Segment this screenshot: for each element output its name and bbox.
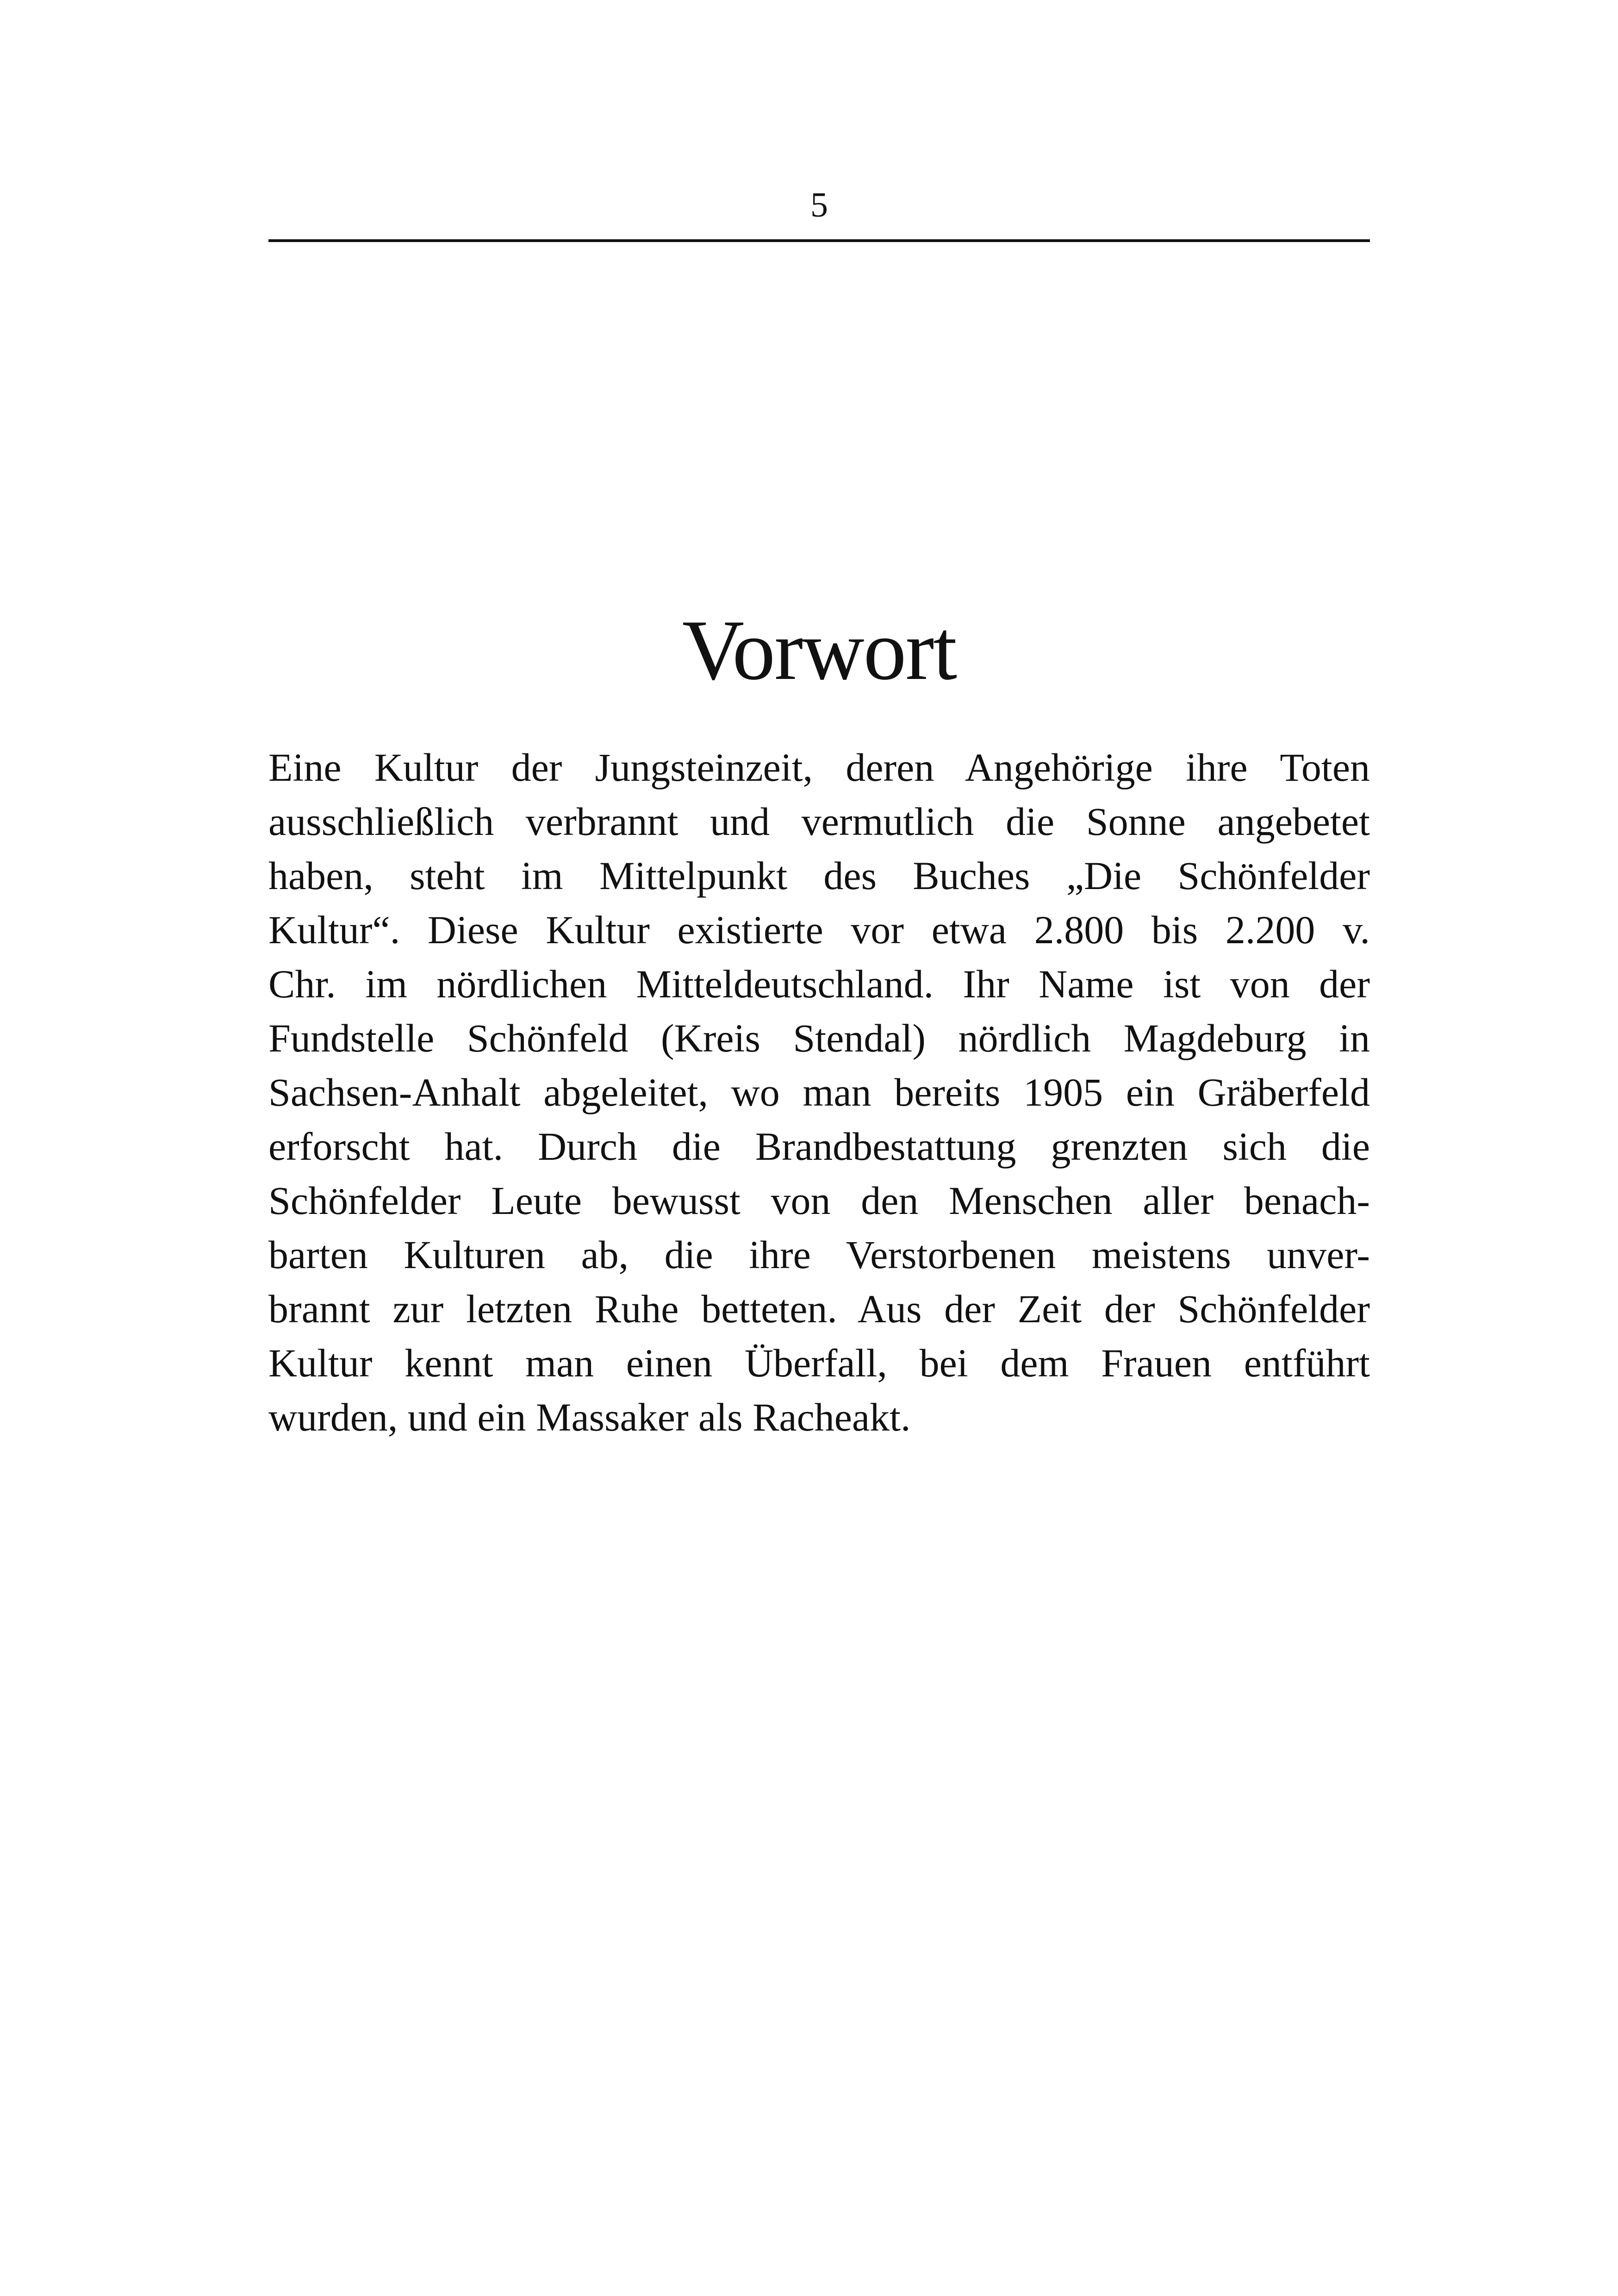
paragraph-line: wurden, und ein Massaker als Racheakt. xyxy=(268,1395,911,1439)
paragraph-line: Eine Kultur der Jungsteinzeit, deren Angehörige ihre Toten xyxy=(268,745,1370,790)
paragraph-line: erforscht hat. Durch die Brandbestattung grenzten sich die xyxy=(268,1124,1370,1169)
page-header xyxy=(268,183,1370,248)
paragraph-line: Kultur“. Diese Kultur existierte vor etwa 2.800 bis 2.200 v. xyxy=(268,908,1370,952)
body-paragraph xyxy=(268,740,1370,1444)
paragraph-line: Chr. im nördlichen Mitteldeutschland. Ihr Name ist von der xyxy=(268,962,1370,1006)
header-rule xyxy=(268,239,1370,242)
paragraph-line: ausschließlich verbrannt und vermutlich die Sonne angebetet xyxy=(268,799,1370,844)
paragraph-line: haben, steht im Mittelpunkt des Buches „Die Schönfelder xyxy=(268,853,1370,898)
page-number: 5 xyxy=(810,186,828,224)
paragraph-line: brannt zur letzten Ruhe betteten. Aus der Zeit der Schönfelder xyxy=(268,1287,1370,1331)
chapter-title: Vorwort xyxy=(682,603,957,698)
paragraph-line: Kultur kennt man einen Überfall, bei dem Frauen entführt xyxy=(268,1341,1370,1385)
paragraph-line: barten Kulturen ab, die ihre Verstorbenen meistens unver- xyxy=(268,1232,1370,1277)
paragraph-line: Sachsen-Anhalt abgeleitet, wo man bereits 1905 ein Gräberfeld xyxy=(268,1070,1370,1114)
paragraph-line: Schönfelder Leute bewusst von den Menschen aller benach- xyxy=(268,1178,1370,1223)
paragraph-line: Fundstelle Schönfeld (Kreis Stendal) nördlich Magdeburg in xyxy=(268,1016,1370,1060)
